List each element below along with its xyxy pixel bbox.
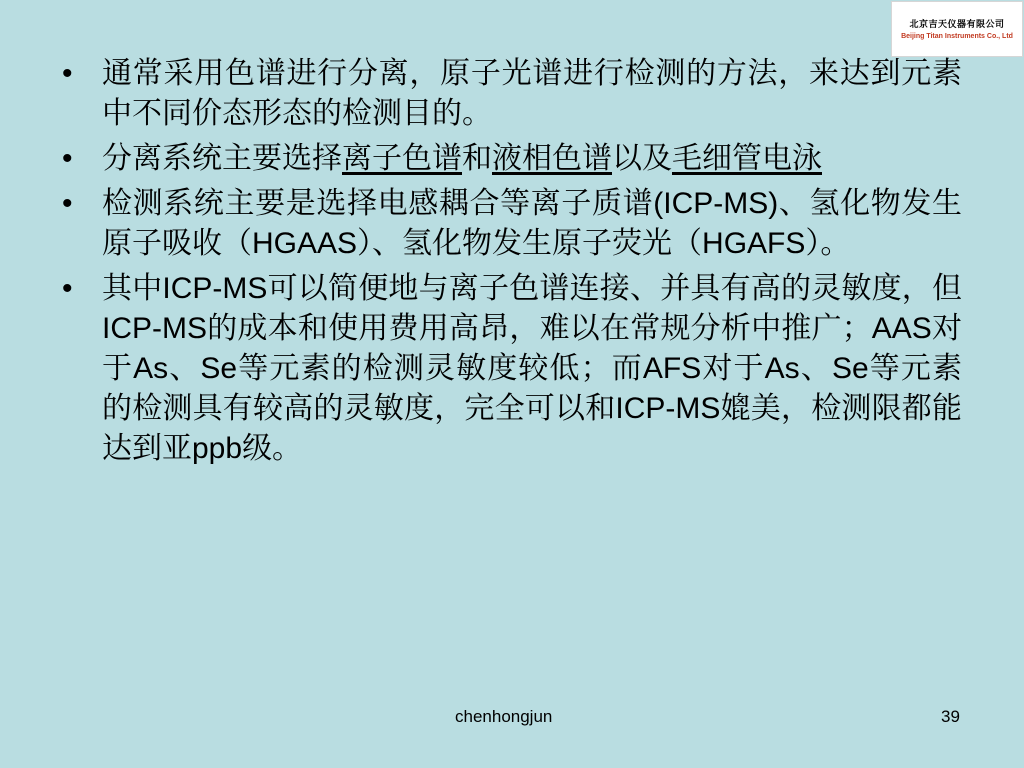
- underlined-term: 毛细管电泳: [672, 141, 822, 176]
- company-logo: [891, 1, 1023, 57]
- slide-content: [62, 54, 962, 474]
- logo-name-en: Beijing Titan Instruments Co., Ltd: [901, 33, 1013, 40]
- text-run: 和: [462, 141, 492, 176]
- footer-author: chenhongjun: [455, 707, 553, 726]
- bullet-item: [62, 269, 962, 469]
- bullet-text: [102, 56, 962, 131]
- bullet-item: [62, 184, 962, 264]
- text-run: 分离系统主要选择: [102, 141, 342, 176]
- text-run: 其中ICP-MS可以简便地与离子色谱连接、并具有高的灵敏度，但ICP-MS的成本和使用费用高昂，难以在常规分析中推广；AAS对于As、Se等元素的检测灵敏度较低；而AFS对于As、Se等元素的检测具有较高的灵敏度，完全可以和ICP-MS媲美，检测限都能达到亚ppb级。: [102, 271, 963, 466]
- bullet-text: [102, 186, 962, 261]
- text-run: 通常采用色谱进行分离，原子光谱进行检测的方法，来达到元素中不同价态形态的检测目的。: [102, 56, 962, 131]
- bullet-text: [102, 141, 822, 176]
- bullet-dot-icon: [62, 54, 82, 94]
- bullet-dot-icon: [62, 139, 82, 179]
- page-number: 39: [941, 707, 960, 726]
- bullet-item: [62, 139, 962, 179]
- logo-name-cn: 北京吉天仪器有限公司: [909, 20, 1005, 30]
- underlined-term: 液相色谱: [492, 141, 612, 176]
- bullet-dot-icon: [62, 184, 82, 224]
- bullet-text: [102, 271, 962, 466]
- bullet-item: [62, 54, 962, 134]
- bullet-dot-icon: [62, 269, 82, 309]
- text-run: 以及: [612, 141, 672, 176]
- underlined-term: 离子色谱: [342, 141, 462, 176]
- text-run: 检测系统主要是选择电感耦合等离子质谱(ICP-MS)、氢化物发生原子吸收（HGAAS）、氢化物发生原子荧光（HGAFS）。: [102, 186, 963, 261]
